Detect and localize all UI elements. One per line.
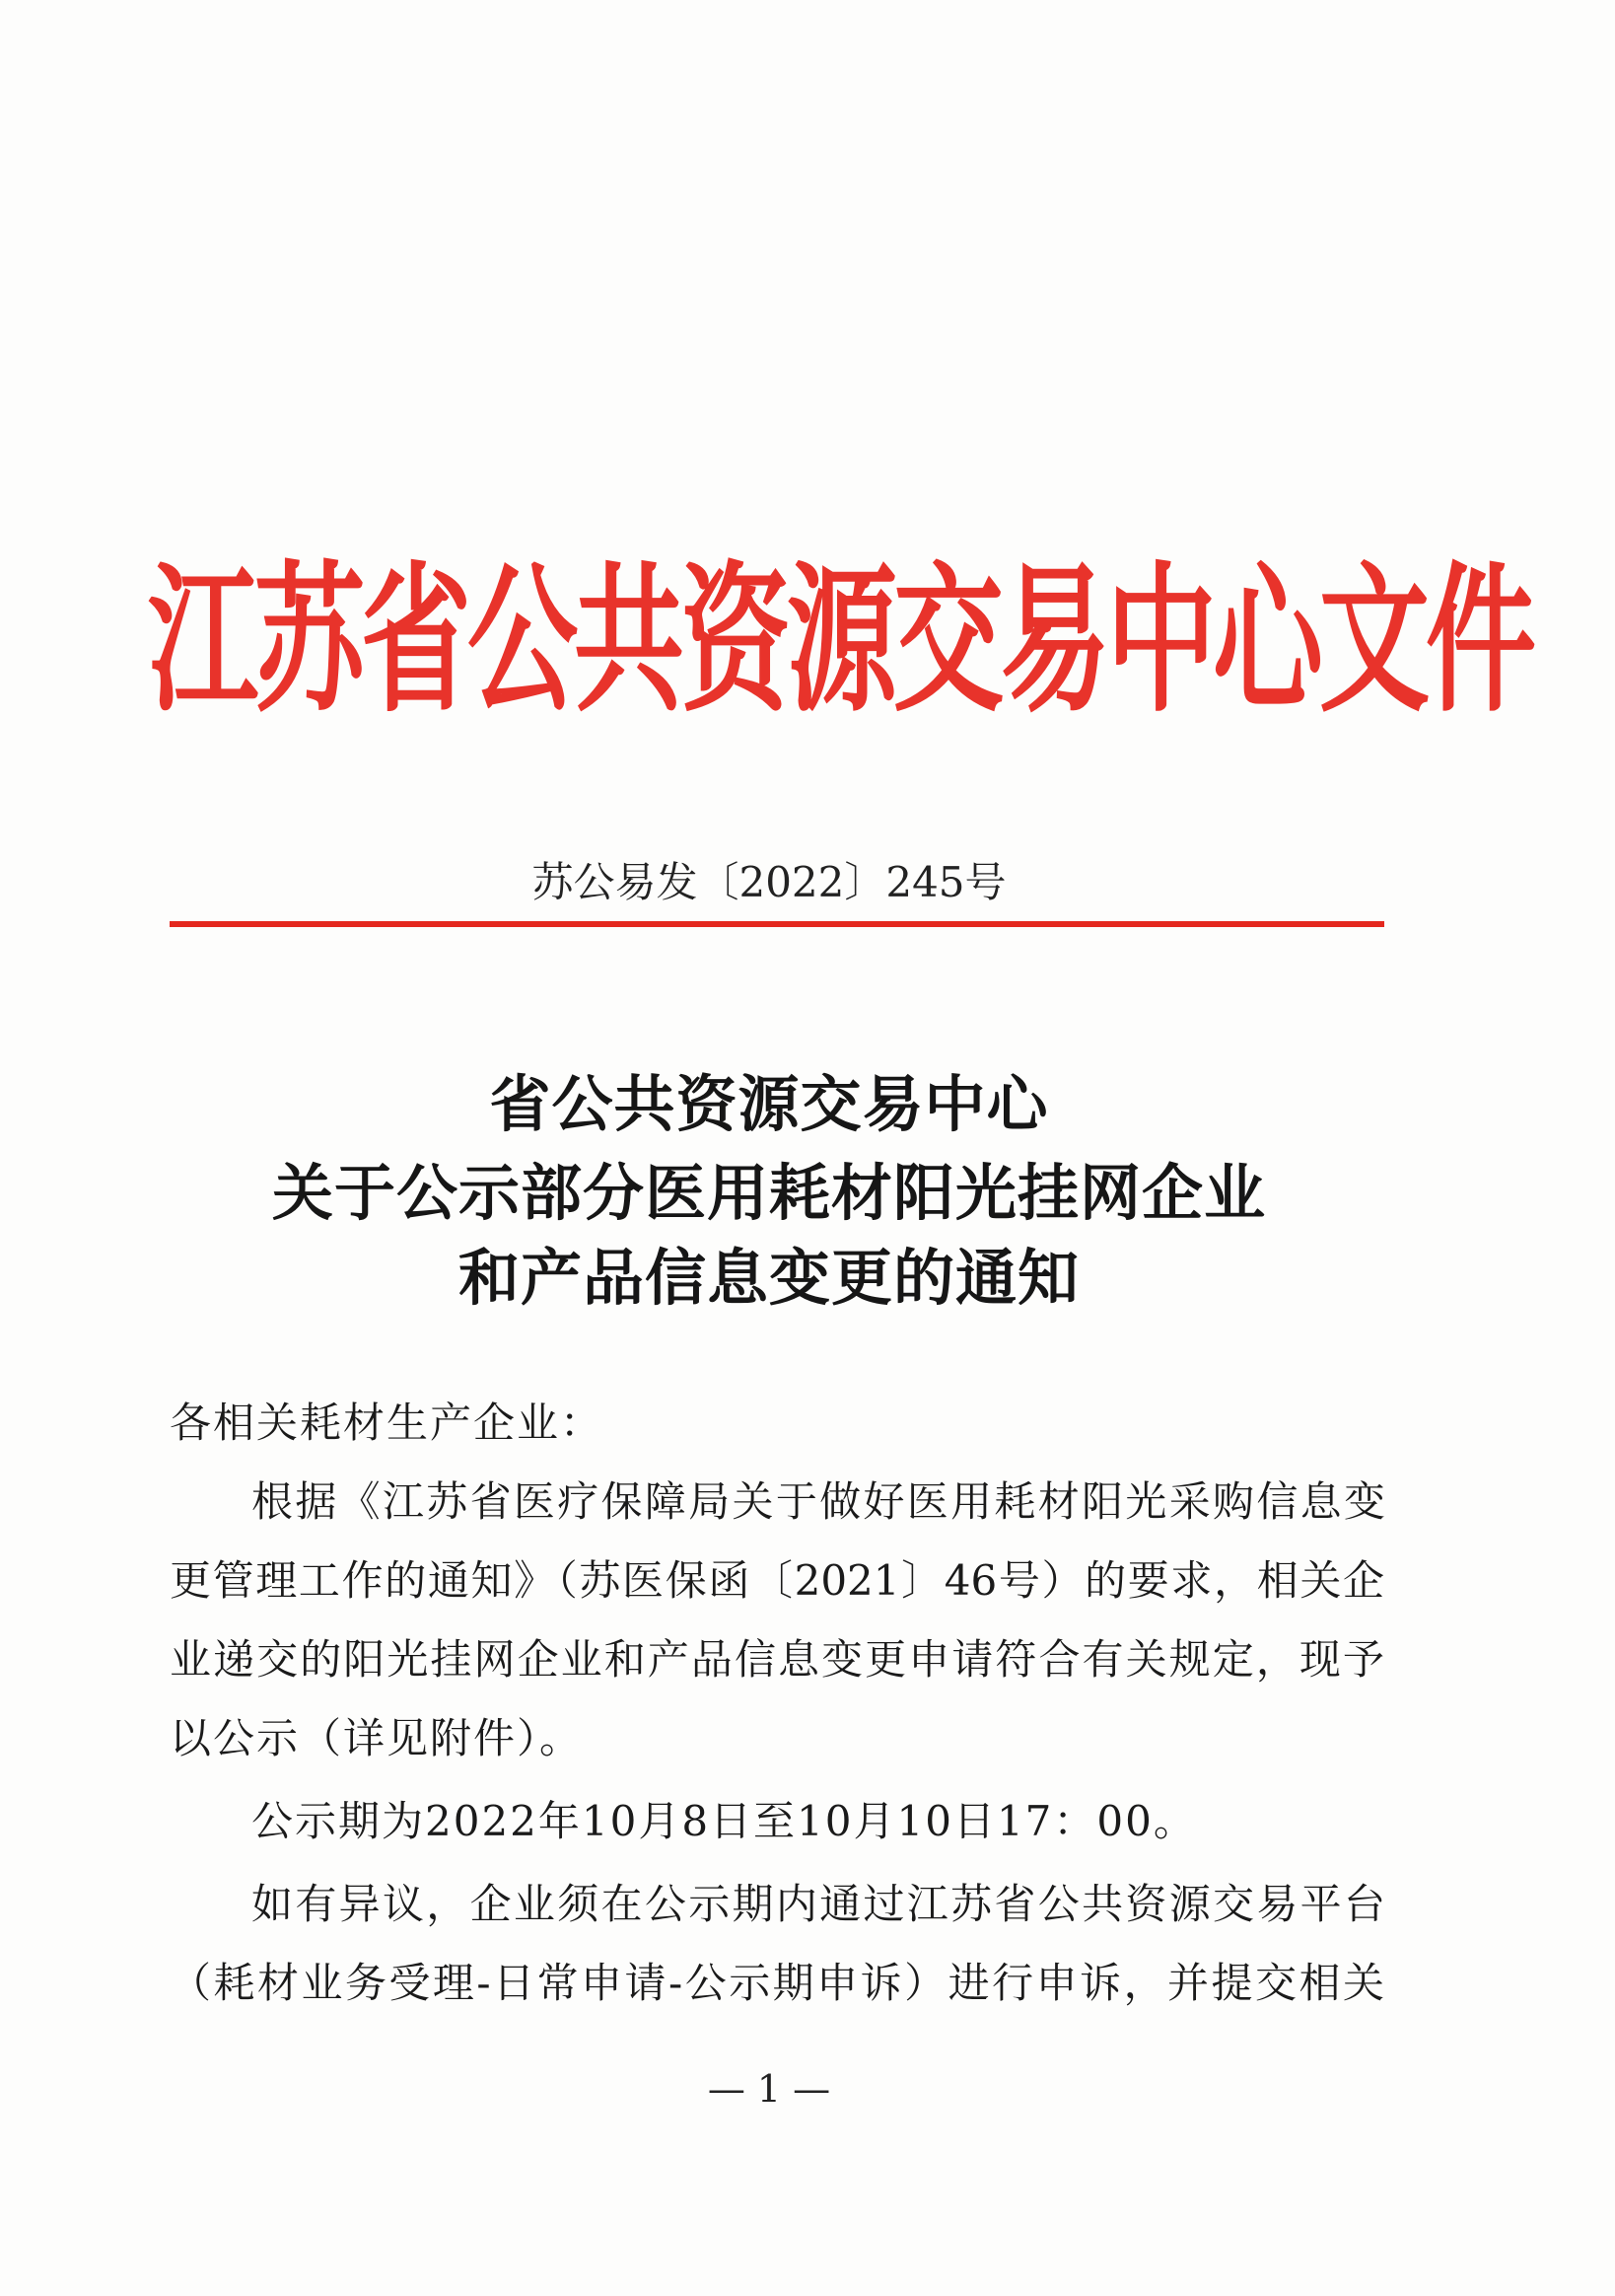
notice-title-line-3: 和产品信息变更的通知 — [457, 1242, 1080, 1314]
paragraph-1-line-2: 更管理工作的通知》（苏医保函〔2021〕46号）的要求，相关企 — [170, 1556, 1384, 1605]
paragraph-1-line-1: 根据《江苏省医疗保障局关于做好医用耗材阳光采购信息变 — [251, 1477, 1385, 1526]
red-divider-line — [170, 921, 1384, 927]
salutation: 各相关耗材生产企业： — [170, 1399, 604, 1447]
paragraph-2: 公示期为2022年10月8日至10月10日17：00。 — [251, 1797, 1197, 1845]
paragraph-3-line-2: （耗材业务受理-日常申请-公示期申诉）进行申诉，并提交相关 — [170, 1959, 1384, 2007]
paragraph-1-line-4: 以公示（详见附件）。 — [170, 1714, 584, 1762]
paragraph-3-line-1: 如有异议，企业须在公示期内通过江苏省公共资源交易平台 — [251, 1880, 1385, 1928]
document-number: 苏公易发〔2022〕245号 — [531, 858, 1007, 906]
masthead-title: 江苏省公共资源交易中心文件 — [148, 548, 1532, 735]
notice-title-line-1: 省公共资源交易中心 — [489, 1068, 1049, 1140]
notice-title-line-2: 关于公示部分医用耗材阳光挂网企业 — [271, 1157, 1266, 1229]
page-number: — 1 — — [707, 2067, 831, 2111]
paragraph-1-line-3: 业递交的阳光挂网企业和产品信息变更申请符合有关规定，现予 — [170, 1635, 1384, 1684]
